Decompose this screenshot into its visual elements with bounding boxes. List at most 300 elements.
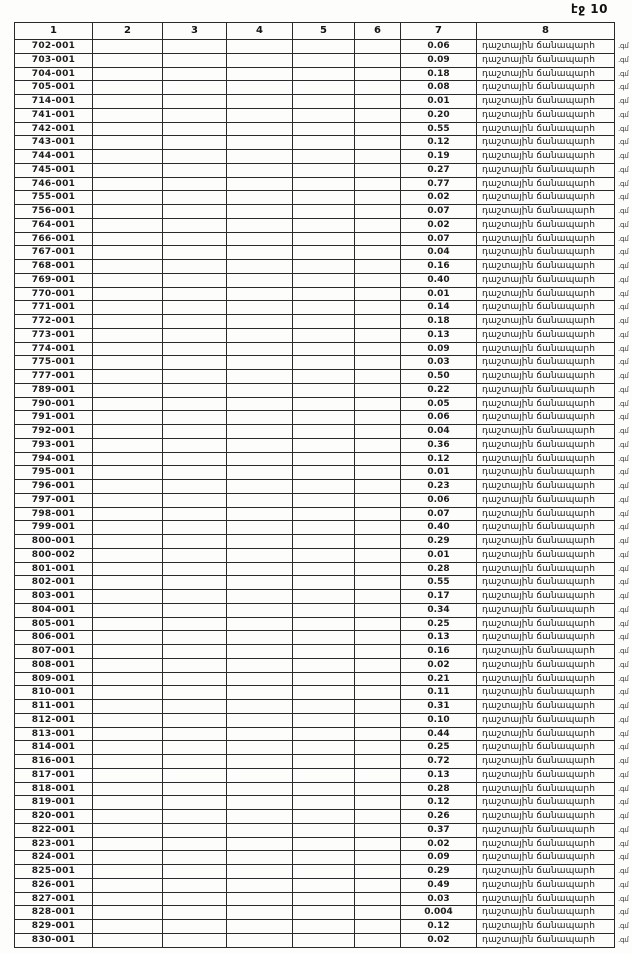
empty-cell (355, 95, 401, 109)
table-row (15, 796, 632, 810)
empty-cell (293, 356, 355, 370)
area-value-cell: 0.13 (401, 768, 477, 782)
land-type-cell: դաշտային ճանապարհ (477, 246, 615, 260)
land-type-cell: դաշտային ճանապարհ (477, 122, 615, 136)
area-value-cell: 0.40 (401, 521, 477, 535)
land-type-cell: դաշտային ճանապարհ (477, 370, 615, 384)
margin-fragment: .գմ (618, 330, 629, 339)
area-value-cell: 0.40 (401, 273, 477, 287)
empty-cell (93, 122, 163, 136)
parcel-id-cell: 746-001 (15, 177, 93, 191)
empty-cell (93, 480, 163, 494)
empty-cell (227, 397, 293, 411)
land-type-cell: դաշտային ճանապարհ (477, 301, 615, 315)
margin-fragment: .գմ (618, 317, 629, 326)
empty-cell (93, 521, 163, 535)
area-value-cell: 0.09 (401, 342, 477, 356)
empty-cell (163, 810, 227, 824)
area-value-cell: 0.06 (401, 493, 477, 507)
empty-cell (227, 177, 293, 191)
land-type-cell: դաշտային ճանապարհ (477, 53, 615, 67)
parcel-id-cell: 829-001 (15, 920, 93, 934)
area-value-cell: 0.02 (401, 191, 477, 205)
area-value-cell: 0.25 (401, 617, 477, 631)
table-row (15, 370, 632, 384)
land-type-cell: դաշտային ճանապարհ (477, 906, 615, 920)
area-value-cell: 0.004 (401, 906, 477, 920)
area-value-cell: 0.05 (401, 397, 477, 411)
empty-cell (355, 122, 401, 136)
empty-cell (293, 837, 355, 851)
empty-cell (355, 892, 401, 906)
parcel-id-cell: 767-001 (15, 246, 93, 260)
table-row (15, 658, 632, 672)
empty-cell (355, 301, 401, 315)
empty-cell (227, 150, 293, 164)
empty-cell (293, 411, 355, 425)
empty-cell (227, 425, 293, 439)
empty-cell (163, 438, 227, 452)
area-value-cell: 0.04 (401, 246, 477, 260)
empty-cell (163, 741, 227, 755)
parcel-id-cell: 814-001 (15, 741, 93, 755)
parcel-id-cell: 802-001 (15, 576, 93, 590)
column-header-6: 6 (355, 23, 401, 40)
empty-cell (355, 136, 401, 150)
empty-cell (93, 425, 163, 439)
empty-cell (93, 837, 163, 851)
area-value-cell: 0.22 (401, 383, 477, 397)
empty-cell (163, 727, 227, 741)
area-value-cell: 0.17 (401, 590, 477, 604)
margin-fragment: .գմ (618, 207, 629, 216)
parcel-id-cell: 704-001 (15, 67, 93, 81)
empty-cell (163, 590, 227, 604)
empty-cell (163, 40, 227, 54)
table-row (15, 603, 632, 617)
empty-cell (355, 741, 401, 755)
empty-cell (293, 906, 355, 920)
parcel-id-cell: 801-001 (15, 562, 93, 576)
empty-cell (93, 645, 163, 659)
margin-fragment: .գմ (618, 138, 629, 147)
empty-cell (227, 328, 293, 342)
land-type-cell: դաշտային ճանապարհ (477, 603, 615, 617)
empty-cell (163, 328, 227, 342)
empty-cell (227, 741, 293, 755)
margin-fragment: .գմ (618, 83, 629, 92)
land-type-cell: դաշտային ճանապարհ (477, 136, 615, 150)
parcel-id-cell: 768-001 (15, 260, 93, 274)
empty-cell (93, 548, 163, 562)
land-type-cell: դաշտային ճանապարհ (477, 397, 615, 411)
margin-fragment: .գմ (618, 729, 629, 738)
table-row (15, 397, 632, 411)
column-header-8: 8 (477, 23, 615, 40)
empty-cell (93, 906, 163, 920)
empty-cell (293, 548, 355, 562)
margin-fragment: .գմ (618, 798, 629, 807)
empty-cell (293, 658, 355, 672)
area-value-cell: 0.28 (401, 562, 477, 576)
land-type-cell: դաշտային ճանապարհ (477, 796, 615, 810)
empty-cell (93, 95, 163, 109)
empty-cell (355, 232, 401, 246)
empty-cell (163, 782, 227, 796)
area-value-cell: 0.13 (401, 328, 477, 342)
area-value-cell: 0.03 (401, 892, 477, 906)
area-value-cell: 0.01 (401, 287, 477, 301)
empty-cell (227, 535, 293, 549)
empty-cell (227, 273, 293, 287)
empty-cell (227, 933, 293, 947)
empty-cell (227, 232, 293, 246)
empty-cell (163, 521, 227, 535)
empty-cell (227, 603, 293, 617)
empty-cell (227, 507, 293, 521)
empty-cell (227, 218, 293, 232)
empty-cell (293, 40, 355, 54)
empty-cell (163, 851, 227, 865)
empty-cell (93, 273, 163, 287)
land-type-cell: դաշտային ճանապարհ (477, 383, 615, 397)
parcel-id-cell: 703-001 (15, 53, 93, 67)
empty-cell (227, 562, 293, 576)
margin-fragment: .գմ (618, 825, 629, 834)
area-value-cell: 0.19 (401, 150, 477, 164)
parcel-id-cell: 793-001 (15, 438, 93, 452)
parcel-id-cell: 800-001 (15, 535, 93, 549)
margin-fragment: .գմ (618, 385, 629, 394)
empty-cell (163, 425, 227, 439)
empty-cell (93, 933, 163, 947)
margin-fragment: .գմ (618, 440, 629, 449)
empty-cell (227, 452, 293, 466)
empty-cell (93, 301, 163, 315)
empty-cell (293, 507, 355, 521)
empty-cell (163, 356, 227, 370)
area-value-cell: 0.07 (401, 232, 477, 246)
margin-fragment: .գմ (618, 550, 629, 559)
empty-cell (227, 95, 293, 109)
parcel-id-cell: 702-001 (15, 40, 93, 54)
land-type-cell: դաշտային ճանապարհ (477, 920, 615, 934)
parcel-id-cell: 803-001 (15, 590, 93, 604)
empty-cell (163, 906, 227, 920)
table-row (15, 920, 632, 934)
area-value-cell: 0.29 (401, 535, 477, 549)
table-row (15, 136, 632, 150)
empty-cell (93, 466, 163, 480)
empty-cell (163, 67, 227, 81)
empty-cell (163, 150, 227, 164)
parcel-id-cell: 804-001 (15, 603, 93, 617)
empty-cell (293, 136, 355, 150)
margin-fragment: .գմ (618, 633, 629, 642)
empty-cell (163, 108, 227, 122)
empty-cell (227, 658, 293, 672)
empty-cell (163, 95, 227, 109)
column-header-4: 4 (227, 23, 293, 40)
land-type-cell: դաշտային ճանապարհ (477, 177, 615, 191)
area-value-cell: 0.16 (401, 260, 477, 274)
empty-cell (163, 383, 227, 397)
empty-cell (163, 796, 227, 810)
land-parcel-table (14, 22, 632, 948)
empty-cell (163, 81, 227, 95)
empty-cell (227, 40, 293, 54)
land-type-cell: դաշտային ճանապարհ (477, 590, 615, 604)
land-type-cell: դաշտային ճանապարհ (477, 411, 615, 425)
land-type-cell: դաշտային ճանապարհ (477, 108, 615, 122)
empty-cell (293, 768, 355, 782)
land-type-cell: դաշտային ճանապարհ (477, 452, 615, 466)
area-value-cell: 0.09 (401, 851, 477, 865)
parcel-id-cell: 790-001 (15, 397, 93, 411)
empty-cell (163, 452, 227, 466)
empty-cell (163, 136, 227, 150)
empty-cell (355, 218, 401, 232)
empty-cell (163, 191, 227, 205)
empty-cell (227, 727, 293, 741)
empty-cell (355, 108, 401, 122)
parcel-id-cell: 798-001 (15, 507, 93, 521)
parcel-id-cell: 794-001 (15, 452, 93, 466)
column-header-2: 2 (93, 23, 163, 40)
empty-cell (227, 865, 293, 879)
area-value-cell: 0.77 (401, 177, 477, 191)
land-type-cell: դաշտային ճանապարհ (477, 741, 615, 755)
empty-cell (163, 466, 227, 480)
area-value-cell: 0.55 (401, 576, 477, 590)
margin-fragment: .գմ (618, 358, 629, 367)
empty-cell (163, 576, 227, 590)
parcel-id-cell: 820-001 (15, 810, 93, 824)
empty-cell (355, 328, 401, 342)
table-row (15, 122, 632, 136)
margin-fragment: .գմ (618, 743, 629, 752)
area-value-cell: 0.49 (401, 878, 477, 892)
parcel-id-cell: 775-001 (15, 356, 93, 370)
empty-cell (93, 356, 163, 370)
margin-fragment: .գմ (618, 674, 629, 683)
area-value-cell: 0.08 (401, 81, 477, 95)
land-type-cell: դաշտային ճանապարհ (477, 191, 615, 205)
empty-cell (355, 906, 401, 920)
empty-cell (93, 53, 163, 67)
empty-cell (93, 67, 163, 81)
empty-cell (163, 617, 227, 631)
table-row (15, 535, 632, 549)
empty-cell (227, 205, 293, 219)
empty-cell (163, 397, 227, 411)
parcel-id-cell: 817-001 (15, 768, 93, 782)
empty-cell (163, 920, 227, 934)
empty-cell (227, 287, 293, 301)
column-header-3: 3 (163, 23, 227, 40)
parcel-id-cell: 823-001 (15, 837, 93, 851)
parcel-id-cell: 770-001 (15, 287, 93, 301)
table-row (15, 425, 632, 439)
table-row (15, 411, 632, 425)
table-row (15, 315, 632, 329)
empty-cell (163, 535, 227, 549)
table-row (15, 438, 632, 452)
empty-cell (93, 493, 163, 507)
empty-cell (355, 562, 401, 576)
area-value-cell: 0.21 (401, 672, 477, 686)
parcel-id-cell: 744-001 (15, 150, 93, 164)
empty-cell (355, 383, 401, 397)
empty-cell (227, 260, 293, 274)
empty-cell (227, 122, 293, 136)
empty-cell (293, 122, 355, 136)
empty-cell (355, 700, 401, 714)
table-row (15, 865, 632, 879)
empty-cell (93, 603, 163, 617)
empty-cell (355, 273, 401, 287)
empty-cell (293, 205, 355, 219)
empty-cell (293, 466, 355, 480)
empty-cell (293, 163, 355, 177)
empty-cell (93, 892, 163, 906)
column-header-5: 5 (293, 23, 355, 40)
table-row (15, 768, 632, 782)
empty-cell (293, 755, 355, 769)
empty-cell (355, 535, 401, 549)
margin-fragment: .գմ (618, 702, 629, 711)
area-value-cell: 0.09 (401, 53, 477, 67)
margin-fragment: .գմ (618, 193, 629, 202)
margin-fragment: .գմ (618, 97, 629, 106)
land-type-cell: դաշտային ճանապարհ (477, 535, 615, 549)
empty-cell (227, 631, 293, 645)
empty-cell (163, 411, 227, 425)
empty-cell (293, 246, 355, 260)
parcel-id-cell: 796-001 (15, 480, 93, 494)
empty-cell (227, 383, 293, 397)
parcel-id-cell: 766-001 (15, 232, 93, 246)
empty-cell (293, 150, 355, 164)
empty-cell (293, 920, 355, 934)
empty-cell (163, 865, 227, 879)
table-row (15, 177, 632, 191)
land-type-cell: դաշտային ճանապարհ (477, 823, 615, 837)
table-row (15, 548, 632, 562)
land-type-cell: դաշտային ճանապարհ (477, 865, 615, 879)
empty-cell (93, 562, 163, 576)
empty-cell (355, 191, 401, 205)
area-value-cell: 0.25 (401, 741, 477, 755)
area-value-cell: 0.13 (401, 631, 477, 645)
margin-fragment: .գմ (618, 482, 629, 491)
empty-cell (355, 507, 401, 521)
empty-cell (355, 878, 401, 892)
empty-cell (93, 713, 163, 727)
margin-fragment: .գմ (618, 262, 629, 271)
land-type-cell: դաշտային ճանապարհ (477, 686, 615, 700)
empty-cell (355, 246, 401, 260)
margin-fragment: .գմ (618, 303, 629, 312)
empty-cell (163, 700, 227, 714)
area-value-cell: 0.01 (401, 95, 477, 109)
land-type-cell: դաշտային ճանապարհ (477, 163, 615, 177)
empty-cell (227, 356, 293, 370)
land-type-cell: դաշտային ճանապարհ (477, 700, 615, 714)
land-type-cell: դաշտային ճանապարհ (477, 562, 615, 576)
parcel-id-cell: 777-001 (15, 370, 93, 384)
margin-fragment: .գմ (618, 289, 629, 298)
empty-cell (227, 521, 293, 535)
land-type-cell: դաշտային ճանապարհ (477, 507, 615, 521)
empty-cell (227, 920, 293, 934)
empty-cell (163, 686, 227, 700)
parcel-id-cell: 808-001 (15, 658, 93, 672)
table-row (15, 191, 632, 205)
empty-cell (93, 782, 163, 796)
table-row (15, 493, 632, 507)
table-row (15, 617, 632, 631)
parcel-id-cell: 800-002 (15, 548, 93, 562)
land-type-cell: դաշտային ճանապարհ (477, 328, 615, 342)
area-value-cell: 0.02 (401, 658, 477, 672)
empty-cell (293, 328, 355, 342)
area-value-cell: 0.18 (401, 67, 477, 81)
margin-fragment: .գմ (618, 853, 629, 862)
empty-cell (227, 672, 293, 686)
margin-fragment: .գմ (618, 248, 629, 257)
parcel-id-cell: 792-001 (15, 425, 93, 439)
margin-fragment: .գմ (618, 537, 629, 546)
empty-cell (93, 507, 163, 521)
margin-fragment: .գմ (618, 592, 629, 601)
table-row (15, 837, 632, 851)
empty-cell (355, 823, 401, 837)
empty-cell (163, 246, 227, 260)
table-row (15, 163, 632, 177)
land-type-cell: դաշտային ճանապարհ (477, 521, 615, 535)
land-type-cell: դաշտային ճանապարհ (477, 81, 615, 95)
table-row (15, 246, 632, 260)
empty-cell (293, 95, 355, 109)
empty-cell (163, 823, 227, 837)
margin-fragment: .գմ (618, 42, 629, 51)
empty-cell (355, 81, 401, 95)
table-row (15, 851, 632, 865)
margin-fragment: .գմ (618, 344, 629, 353)
margin-fragment: .գմ (618, 605, 629, 614)
empty-cell (293, 108, 355, 122)
area-value-cell: 0.12 (401, 136, 477, 150)
empty-cell (355, 287, 401, 301)
area-value-cell: 0.02 (401, 933, 477, 947)
parcel-id-cell: 830-001 (15, 933, 93, 947)
table-row (15, 727, 632, 741)
empty-cell (93, 576, 163, 590)
empty-cell (293, 810, 355, 824)
empty-cell (355, 603, 401, 617)
land-type-cell: դաշտային ճանապարհ (477, 727, 615, 741)
parcel-id-cell: 825-001 (15, 865, 93, 879)
empty-cell (93, 823, 163, 837)
empty-cell (93, 218, 163, 232)
margin-fragment: .գմ (618, 275, 629, 284)
empty-cell (93, 700, 163, 714)
land-type-cell: դաշտային ճանապարհ (477, 755, 615, 769)
land-type-cell: դաշտային ճանապարհ (477, 438, 615, 452)
empty-cell (93, 851, 163, 865)
empty-cell (293, 823, 355, 837)
